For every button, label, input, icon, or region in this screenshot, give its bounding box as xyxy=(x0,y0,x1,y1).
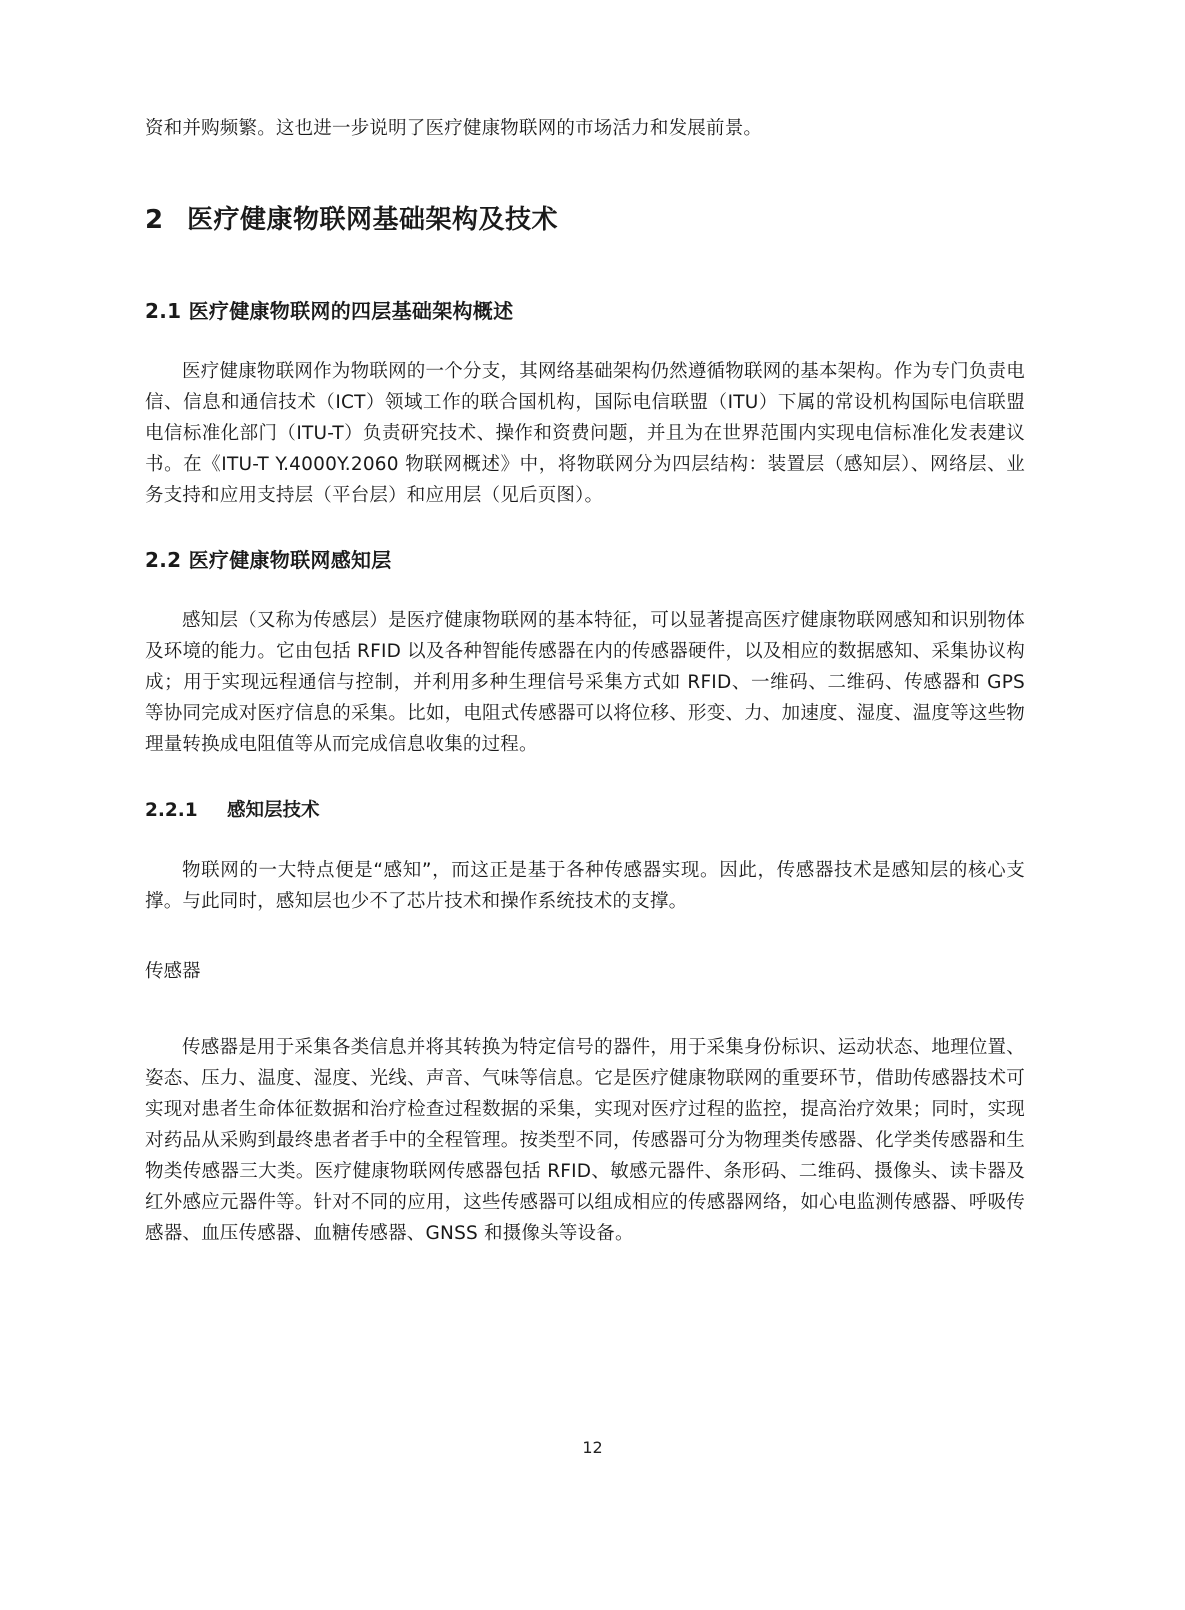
sensor-label: 传感器 xyxy=(145,961,201,982)
section-2-2-1-number: 2.2.1 xyxy=(145,800,198,821)
section-2-2-1-heading xyxy=(145,796,1025,822)
page-number: 12 xyxy=(582,1438,603,1457)
section-2-heading xyxy=(145,199,1025,236)
sensor-paragraph: 传感器是用于采集各类信息并将其转换为特定信号的器件，用于采集身份标识、运动状态、地理位置、姿态、压力、温度、湿度、光线、声音、气味等信息。它是医疗健康物联网的重要环节，借助传感器技术可实现对患者生命体征数据和治疗检查过程数据的采集，实现对医疗过程的监控，提高治疗效果；同时，实现对药品从采购到最终患者者手中的全程管理。按类型不同，传感器可分为物理类传感器、化学类传感器和生物类传感器三大类。医疗健康物联网传感器包括 RFID、敏感元器件、条形码、二维码、摄像头、读卡器及红外感应元器件等。针对不同的应用，这些传感器可以组成相应的传感器网络，如心电监测传感器、呼吸传感器、血压传感器、血糖传感器、GNSS 和摄像头等设备。 xyxy=(145,1037,1025,1244)
section-2-1-heading: 2.1 医疗健康物联网的四层基础架构概述 xyxy=(145,299,514,323)
section-2-2-1-paragraph: 物联网的一大特点便是“感知”，而这正是基于各种传感器实现。因此，传感器技术是感知层的核心支撑。与此同时，感知层也少不了芯片技术和操作系统技术的支撑。 xyxy=(145,860,1025,912)
continuation-paragraph: 资和并购频繁。这也进一步说明了医疗健康物联网的市场活力和发展前景。 xyxy=(145,118,763,139)
section-2-title: 医疗健康物联网基础架构及技术 xyxy=(187,205,559,235)
section-2-2-heading: 2.2 医疗健康物联网感知层 xyxy=(145,548,392,572)
section-2-number: 2 xyxy=(145,205,164,235)
section-2-1-paragraph: 医疗健康物联网作为物联网的一个分支，其网络基础架构仍然遵循物联网的基本架构。作为专门负责电信、信息和通信技术（ICT）领域工作的联合国机构，国际电信联盟（ITU）下属的常设机构国际电信联盟电信标准化部门（ITU-T）负责研究技术、操作和资费问题，并且为在世界范围内实现电信标准化发表建议书。在《ITU-T Y.4000Y.2060 物联网概述》中，将物联网分为四层结构：装置层（感知层）、网络层、业务支持和应用支持层（平台层）和应用层（见后页图）。 xyxy=(145,361,1025,506)
section-2-2-1-title: 感知层技术 xyxy=(227,800,320,821)
section-2-2-paragraph: 感知层（又称为传感层）是医疗健康物联网的基本特征，可以显著提高医疗健康物联网感知和识别物体及环境的能力。它由包括 RFID 以及各种智能传感器在内的传感器硬件，以及相应的数据感知、采集协议构成；用于实现远程通信与控制，并利用多种生理信号采集方式如 RFID、一维码、二维码、传感器和 GPS 等协同完成对医疗信息的采集。比如，电阻式传感器可以将位移、形变、力、加速度、湿度、温度等这些物理量转换成电阻值等从而完成信息收集的过程。 xyxy=(145,610,1025,755)
